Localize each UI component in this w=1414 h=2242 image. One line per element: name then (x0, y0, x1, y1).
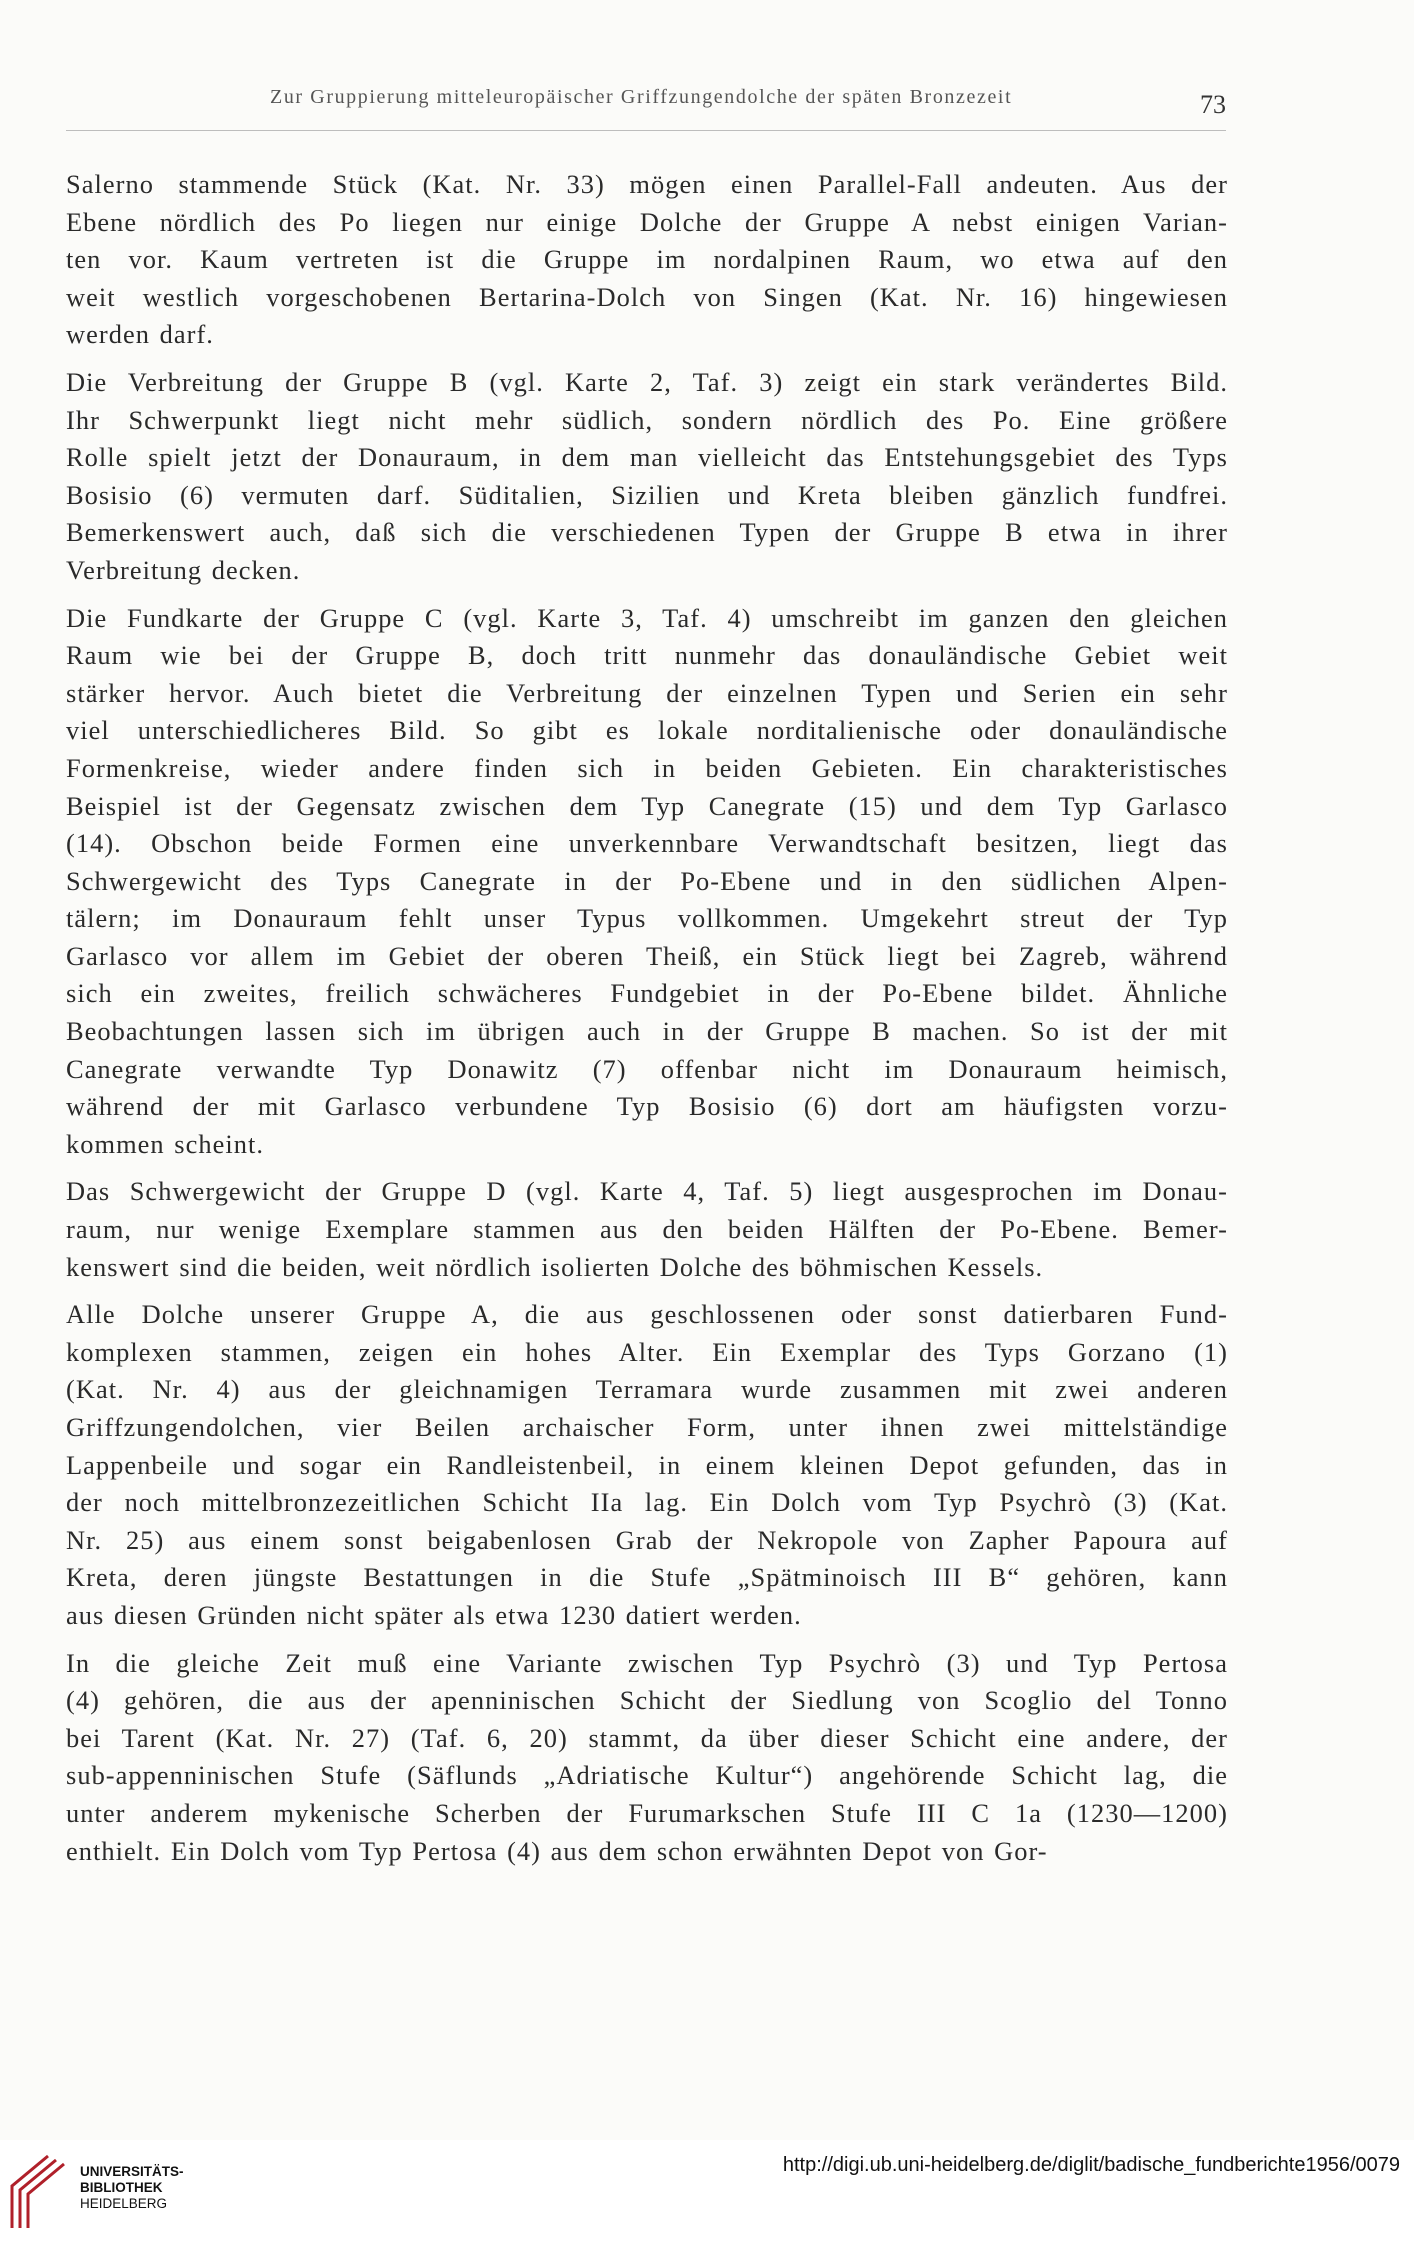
paragraph (66, 166, 1228, 354)
text-line: komplexen stammen, zeigen ein hohes Alter. Ein Exemplar des Typs Gorzano (1) (66, 1336, 1228, 1367)
library-name-line3: HEIDELBERG (80, 2196, 168, 2211)
text-line: Das Schwergewicht der Gruppe D (vgl. Karte 4, Taf. 5) liegt ausgesprochen im Donau- (66, 1176, 1228, 1207)
text-line: (14). Obschon beide Formen eine unverkennbare Verwandtschaft besitzen, liegt das (66, 828, 1228, 859)
text-line: weit westlich vorgeschobenen Bertarina-Dolch von Singen (Kat. Nr. 16) hingewiesen (66, 281, 1228, 312)
page-number: 73 (1200, 90, 1226, 119)
text-line: Die Fundkarte der Gruppe C (vgl. Karte 3, Taf. 4) umschreibt im ganzen den gleichen (66, 602, 1228, 633)
header-rule (66, 130, 1226, 131)
text-line: Kreta, deren jüngste Bestattungen in die Stufe „Spätminoisch III B“ gehören, kann (66, 1562, 1228, 1593)
text-line: tälern; im Donauraum fehlt unser Typus vollkommen. Umgekehrt streut der Typ (66, 903, 1228, 934)
text-line: Nr. 25) aus einem sonst beigabenlosen Grab der Nekropole von Zapher Papoura auf (66, 1524, 1228, 1555)
text-line: Alle Dolche unserer Gruppe A, die aus geschlossenen oder sonst datierbaren Fund- (66, 1299, 1228, 1330)
text-line: bei Tarent (Kat. Nr. 27) (Taf. 6, 20) stammt, da über dieser Schicht eine andere, der (66, 1722, 1228, 1753)
text-line: viel unterschiedlicheres Bild. So gibt es lokale norditalienische oder donauländische (66, 715, 1228, 746)
ub-heidelberg-logo-icon (8, 2152, 70, 2230)
text-line: Ihr Schwerpunkt liegt nicht mehr südlich, sondern nördlich des Po. Eine größere (66, 404, 1228, 435)
text-line: während der mit Garlasco verbundene Typ Bosisio (6) dort am häufigsten vorzu- (66, 1091, 1228, 1122)
text-line: stärker hervor. Auch bietet die Verbreitung der einzelnen Typen und Serien ein sehr (66, 677, 1228, 708)
text-line: (4) gehören, die aus der apenninischen Schicht der Siedlung von Scoglio del Tonno (66, 1685, 1228, 1716)
text-line: (Kat. Nr. 4) aus der gleichnamigen Terramara wurde zusammen mit zwei anderen (66, 1374, 1228, 1405)
source-url-link[interactable]: http://digi.ub.uni-heidelberg.de/diglit/badische_fundberichte1956/0079 (782, 2154, 1400, 2176)
text-line: Ebene nördlich des Po liegen nur einige Dolche der Gruppe A nebst einigen Varian- (66, 206, 1228, 237)
text-line: Beispiel ist der Gegensatz zwischen dem Typ Canegrate (15) und dem Typ Garlasco (66, 790, 1228, 821)
paragraph (66, 1645, 1228, 1871)
text-line: Rolle spielt jetzt der Donauraum, in dem man vielleicht das Entstehungsgebiet des Typs (66, 442, 1228, 473)
text-line: unter anderem mykenische Scherben der Furumarkschen Stufe III C 1a (1230—1200) (66, 1797, 1228, 1828)
text-line: Griffzungendolchen, vier Beilen archaischer Form, unter ihnen zwei mittelständige (66, 1412, 1228, 1442)
paragraph (66, 364, 1228, 590)
text-line: Raum wie bei der Gruppe B, doch tritt nunmehr das donauländische Gebiet weit (66, 640, 1228, 671)
text-line: Formenkreise, wieder andere finden sich in beiden Gebieten. Ein charakteristisches (66, 752, 1228, 783)
paragraph (66, 600, 1228, 1164)
library-name (80, 2164, 184, 2212)
text-line: Schwergewicht des Typs Canegrate in der Po-Ebene und in den südlichen Alpen- (66, 865, 1228, 896)
text-line: Beobachtungen lassen sich im übrigen auch in der Gruppe B machen. So ist der mit (66, 1016, 1228, 1047)
text-line: Salerno stammende Stück (Kat. Nr. 33) mögen einen Parallel-Fall andeuten. Aus der (66, 169, 1228, 199)
text-line: Canegrate verwandte Typ Donawitz (7) offenbar nicht im Donauraum heimisch, (66, 1053, 1228, 1084)
text-line: Garlasco vor allem im Gebiet der oberen Theiß, ein Stück liegt bei Zagreb, während (66, 940, 1228, 971)
text-line: Lappenbeile und sogar ein Randleistenbeil, in einem kleinen Depot gefunden, das in (66, 1449, 1228, 1480)
running-title: Zur Gruppierung mitteleuropäischer Griffzungendolche der späten Bronzezeit (270, 86, 1013, 108)
text-line: raum, nur wenige Exemplare stammen aus den beiden Hälften der Po-Ebene. Bemer- (66, 1214, 1228, 1245)
text-line: sub-appenninischen Stufe (Säflunds „Adriatische Kultur“) angehörende Schicht lag, die (66, 1760, 1228, 1791)
text-line: kommen scheint. (66, 1128, 265, 1159)
text-line: In die gleiche Zeit muß eine Variante zwischen Typ Psychrò (3) und Typ Pertosa (66, 1647, 1228, 1678)
running-head (66, 86, 1226, 126)
text-line: kenswert sind die beiden, weit nördlich isolierten Dolche des böhmischen Kessels. (66, 1251, 1044, 1282)
text-line: Die Verbreitung der Gruppe B (vgl. Karte 2, Taf. 3) zeigt ein stark verändertes Bild. (66, 366, 1228, 397)
text-line: werden darf. (66, 319, 214, 350)
library-name-line2: BIBLIOTHEK (80, 2180, 163, 2195)
text-line: ten vor. Kaum vertreten ist die Gruppe im nordalpinen Raum, wo etwa auf den (66, 244, 1228, 275)
text-line: enthielt. Ein Dolch vom Typ Pertosa (4) aus dem schon erwähnten Depot von Gor- (66, 1835, 1048, 1866)
text-line: Bosisio (6) vermuten darf. Süditalien, Sizilien und Kreta bleiben gänzlich fundfrei. (66, 479, 1228, 510)
body-text (66, 166, 1228, 1880)
text-line: der noch mittelbronzezeitlichen Schicht IIa lag. Ein Dolch vom Typ Psychrò (3) (Kat. (66, 1487, 1228, 1518)
text-line: aus diesen Gründen nicht später als etwa 1230 datiert werden. (66, 1599, 802, 1630)
text-line: Bemerkenswert auch, daß sich die verschiedenen Typen der Gruppe B etwa in ihrer (66, 517, 1228, 548)
library-name-line1: UNIVERSITÄTS- (80, 2164, 184, 2179)
text-line: Verbreitung decken. (66, 554, 301, 585)
paragraph (66, 1173, 1228, 1286)
text-line: sich ein zweites, freilich schwächeres Fundgebiet in der Po-Ebene bildet. Ähnliche (66, 978, 1228, 1009)
paragraph (66, 1296, 1228, 1634)
